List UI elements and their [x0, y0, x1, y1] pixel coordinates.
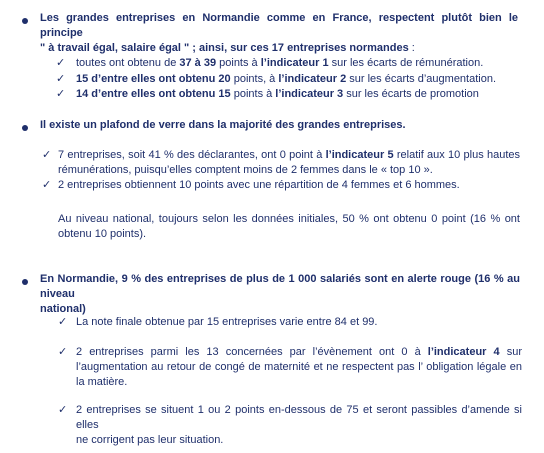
section1-intro-colon: :: [408, 42, 415, 54]
checkmark-icon: ✓: [58, 404, 68, 416]
section2-title: Il existe un plafond de verre dans la majorité des grandes entreprises.: [40, 119, 406, 131]
section2-national-note: Au niveau national, toujours selon les données initiales, 50 % ont obtenu 0 point (16 % ont obtenu 10 points).: [58, 213, 520, 240]
section3-item-2: 2 entreprises parmi les 13 concernées par l’évènement ont 0 à l’indicateur 4 sur l’augmentation au retour de congé de maternité et ne respectent pas l’ obligation légale en la matière.: [76, 346, 522, 388]
section1-item-2: 15 d’entre elles ont obtenu 20 points, à l’indicateur 2 sur les écarts d’augmentation.: [76, 73, 497, 85]
section3-item-1: La note finale obtenue par 15 entreprises varie entre 84 et 99.: [76, 316, 378, 328]
section3-item-3: 2 entreprises se situent 1 ou 2 points en-dessous de 75 et seront passibles d’amende si elles ne corrigent pas leur situation.: [76, 404, 522, 446]
checkmark-icon: ✓: [56, 73, 66, 85]
checkmark-icon: ✓: [58, 316, 68, 328]
section1-intro-line2: " à travail égal, salaire égal " ; ainsi, sur ces 17 entreprises normandes: [40, 42, 409, 54]
bullet-dot-icon: [22, 125, 28, 131]
section3-title: En Normandie, 9 % des entreprises de plus de 1 000 salariés sont en alerte rouge (16 % au niveau national): [40, 273, 520, 315]
checkmark-icon: ✓: [56, 88, 66, 100]
section1-item-1: toutes ont obtenu de 37 à 39 points à l’indicateur 1 sur les écarts de rémunération.: [76, 57, 484, 69]
section2-item-1: 7 entreprises, soit 41 % des déclarantes, ont 0 point à l’indicateur 5 relatif aux 10 plus hautes rémunérations, puisqu’elles comptent moins de 2 femmes dans le « top 10 ».: [58, 149, 520, 176]
bullet-dot-icon: [22, 18, 28, 24]
section1-intro: [40, 11, 518, 56]
section1-item-3: 14 d’entre elles ont obtenu 15 points à l’indicateur 3 sur les écarts de promotion: [76, 88, 479, 100]
section1-intro-line1: Les grandes entreprises en Normandie comme en France, respectent plutôt bien le principe: [40, 12, 518, 39]
checkmark-icon: ✓: [58, 346, 68, 358]
section2-item-2: 2 entreprises obtiennent 10 points avec une répartition de 4 femmes et 6 hommes.: [58, 179, 460, 191]
checkmark-icon: ✓: [42, 149, 52, 161]
checkmark-icon: ✓: [42, 179, 52, 191]
checkmark-icon: ✓: [56, 57, 66, 69]
bullet-dot-icon: [22, 279, 28, 285]
